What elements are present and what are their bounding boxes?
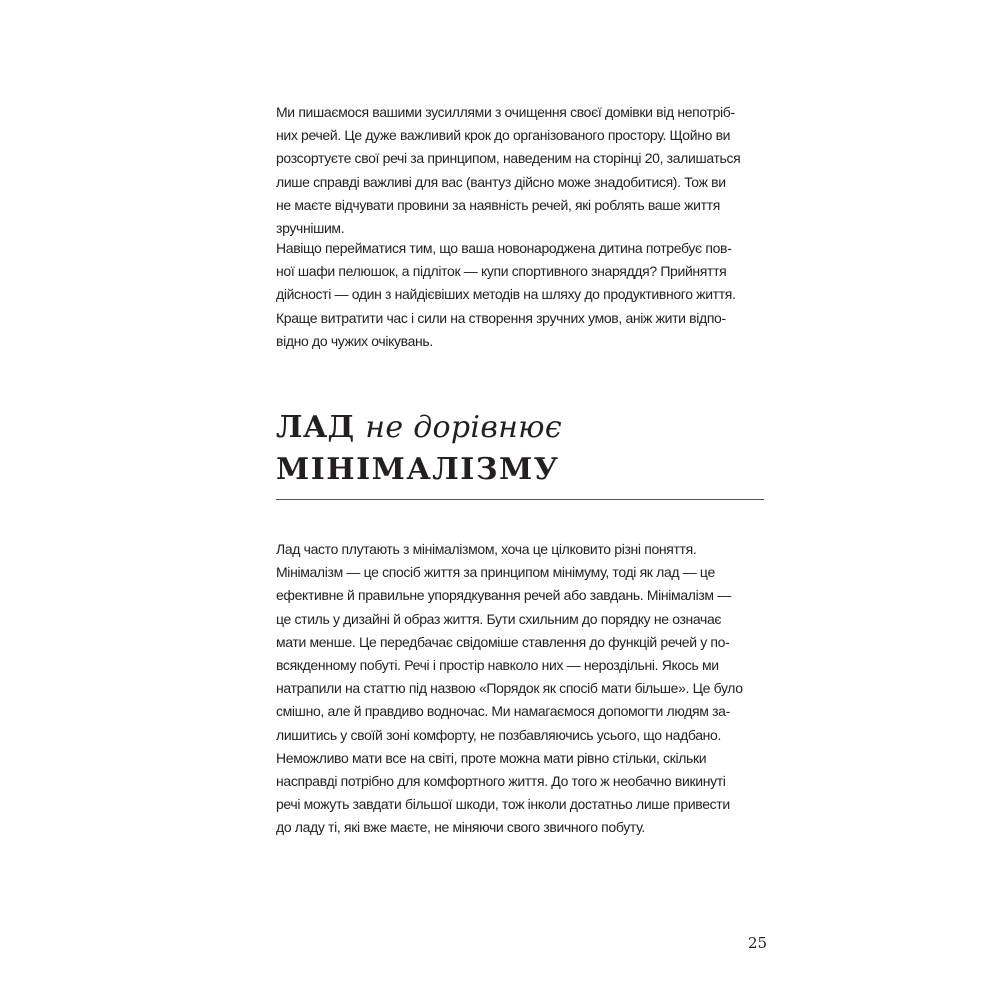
section-heading-line-1	[276, 408, 562, 448]
heading-divider	[276, 499, 764, 500]
heading-word-lad: ЛАД	[276, 410, 355, 445]
paragraph-acceptance: Навіщо перейматися тим, що ваша новонароджена дитина потребує пов- ної шафи пелюшок, а підліток — купи спортивного знаряддя? Прийняття дійсності — один з найдієвіших методів на шляху до продуктивного життя. Краще витратити час і сили на створення зручних умов, аніж жити відпо- відно до чужих очікувань.	[276, 240, 736, 349]
page-number: 25	[748, 934, 768, 952]
paragraph-minimalism: Лад часто плутають з мінімалізмом, хоча це цілковито різні поняття. Мінімалізм — це спосіб життя за принципом мінімуму, тоді як лад — це ефективне й правильне упорядкування речей або завдань. Мінімалізм — це стиль у дизайні й образ життя. Бути схильним до порядку не означає мати менше. Це передбачає свідоміше ставлення до функцій речей у по- всякденному побуті. Речі і простір навколо них — нероздільні. Якось ми натрапили на статтю під назвою «Порядок як спосіб мати більше». Це було смішно, але й правдиво водночас. Ми намагаємося допомогти людям за- лишитись у своїй зоні комфорту, не позбавляючись усього, що надбано. Неможливо мати все на світі, проте можна мати рівно стільки, скільки насправді потрібно для комфортного життя. До того ж необачно викинуті речі можуть завдати більшої шкоди, тож інколи достатньо лише привести до ладу ті, які вже маєте, не міняючи свого звичного побуту.	[276, 541, 743, 836]
section-heading-line-2: МІНІМАЛІЗМУ	[276, 452, 560, 487]
paragraph-intro: Ми пишаємося вашими зусиллями з очищення своєї домівки від непотріб- них речей. Це дуже важливий крок до організованого простору. Щойно ви розсортуєте свої речі за принципом, наведеним на сторінці 20, залишаться лише справді важливі для вас (вантуз дійсно може знадобитися). Тож ви не маєте відчувати провини за наявність речей, які роблять ваше життя зручнішим.	[276, 104, 741, 237]
heading-italic-phrase: не дорівнює	[365, 410, 562, 445]
